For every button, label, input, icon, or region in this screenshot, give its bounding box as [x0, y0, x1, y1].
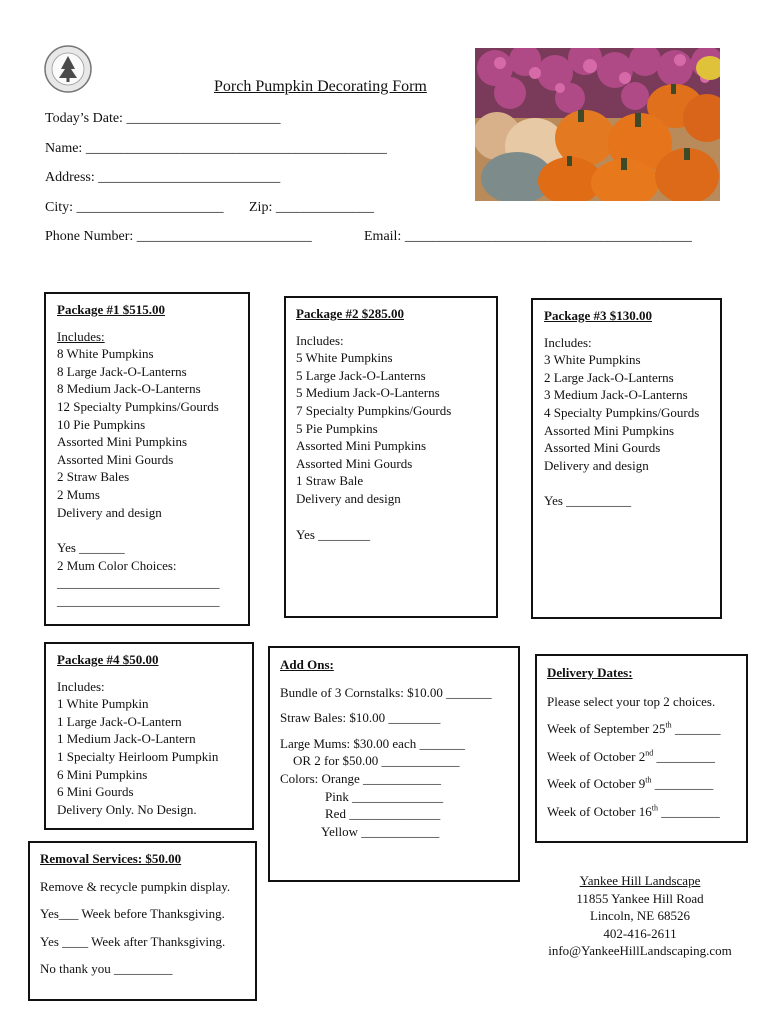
- package-2-title: Package #2 $285.00: [296, 306, 404, 321]
- list-item: 10 Pie Pumpkins: [57, 416, 146, 432]
- color-red-field[interactable]: Red ______________: [325, 806, 441, 822]
- list-item: 1 Medium Jack-O-Lantern: [57, 731, 196, 747]
- list-item: 6 Mini Gourds: [57, 784, 134, 800]
- name-field[interactable]: Name: ___________________________________________: [45, 141, 387, 156]
- list-item: 8 White Pumpkins: [57, 346, 154, 362]
- list-item: 1 Large Jack-O-Lantern: [57, 713, 182, 729]
- mum-color-field-1[interactable]: _________________________: [57, 575, 220, 591]
- mum-color-field-2[interactable]: _________________________: [57, 592, 220, 608]
- list-item: Assorted Mini Gourds: [57, 451, 174, 467]
- page-title: Porch Pumpkin Decorating Form: [214, 78, 427, 95]
- list-item: 5 Pie Pumpkins: [296, 420, 378, 436]
- color-pink-field[interactable]: Pink ______________: [325, 788, 444, 804]
- removal-services-box: [28, 841, 257, 1001]
- address-field[interactable]: Address: __________________________: [45, 170, 281, 185]
- company-name: Yankee Hill Landscape: [579, 873, 701, 888]
- delivery-dates-box: [535, 654, 748, 843]
- delivery-week-option[interactable]: Week of October 9th _________: [547, 776, 714, 792]
- delivery-week-option[interactable]: Week of October 16th _________: [547, 803, 720, 819]
- company-address: 11855 Yankee Hill Road: [576, 890, 704, 906]
- removal-after-thanksgiving-field[interactable]: Yes ____ Week after Thanksgiving.: [40, 933, 226, 949]
- list-item: 6 Mini Pumpkins: [57, 766, 148, 782]
- delivery-week-option[interactable]: Week of October 2nd _________: [547, 748, 715, 764]
- list-item: 2 Mums: [57, 486, 100, 502]
- contact-info: [520, 872, 760, 960]
- delivery-dates-title: Delivery Dates:: [547, 665, 633, 680]
- list-item: 5 Medium Jack-O-Lanterns: [296, 385, 440, 401]
- pumpkin-photo: [475, 48, 720, 201]
- list-item: Delivery and design: [544, 457, 649, 473]
- package-4-title: Package #4 $50.00: [57, 652, 159, 667]
- package-3-includes: Includes:: [544, 334, 592, 350]
- list-item: Assorted Mini Pumpkins: [544, 422, 675, 438]
- list-item: Delivery Only. No Design.: [57, 801, 197, 817]
- list-item: 5 White Pumpkins: [296, 350, 393, 366]
- zip-field[interactable]: Zip: ______________: [249, 200, 374, 215]
- company-email[interactable]: info@YankeeHillLandscaping.com: [548, 943, 732, 959]
- email-field[interactable]: Email: _________________________________________: [364, 229, 692, 244]
- package-1-includes: Includes:: [57, 328, 105, 344]
- package-4-box: [44, 642, 254, 830]
- list-item: 8 Medium Jack-O-Lanterns: [57, 381, 201, 397]
- removal-description: Remove & recycle pumpkin display.: [40, 878, 231, 894]
- straw-bales-field[interactable]: Straw Bales: $10.00 ________: [280, 710, 441, 726]
- package-1-yes-field[interactable]: Yes _______: [57, 540, 125, 556]
- add-ons-box: [268, 646, 520, 882]
- delivery-instructions: Please select your top 2 choices.: [547, 693, 716, 709]
- color-orange-field[interactable]: Colors: Orange ____________: [280, 770, 442, 786]
- list-item: 1 Straw Bale: [296, 473, 364, 489]
- list-item: 3 Medium Jack-O-Lanterns: [544, 387, 688, 403]
- company-city: Lincoln, NE 68526: [589, 908, 690, 924]
- package-3-box: [531, 298, 722, 619]
- pine-tree-icon: [44, 45, 92, 93]
- package-1-box: [44, 292, 250, 626]
- list-item: 2 Large Jack-O-Lanterns: [544, 369, 674, 385]
- color-yellow-field[interactable]: Yellow ____________: [321, 823, 440, 839]
- list-item: 3 White Pumpkins: [544, 352, 641, 368]
- package-4-includes: Includes:: [57, 678, 105, 694]
- list-item: Assorted Mini Gourds: [296, 455, 413, 471]
- list-item: 1 White Pumpkin: [57, 696, 149, 712]
- list-item: 2 Straw Bales: [57, 469, 130, 485]
- removal-no-thanks-field[interactable]: No thank you _________: [40, 961, 173, 977]
- large-mums-field[interactable]: Large Mums: $30.00 each _______: [280, 735, 465, 751]
- package-3-yes-field[interactable]: Yes __________: [544, 493, 632, 509]
- phone-field[interactable]: Phone Number: _________________________: [45, 229, 312, 244]
- list-item: Delivery and design: [296, 490, 401, 506]
- list-item: 1 Specialty Heirloom Pumpkin: [57, 748, 219, 764]
- list-item: Assorted Mini Pumpkins: [296, 438, 427, 454]
- list-item: 4 Specialty Pumpkins/Gourds: [544, 404, 700, 420]
- package-2-box: [284, 296, 498, 618]
- list-item: Assorted Mini Gourds: [544, 440, 661, 456]
- list-item: 12 Specialty Pumpkins/Gourds: [57, 398, 219, 414]
- package-1-title: Package #1 $515.00: [57, 302, 165, 317]
- list-item: 8 Large Jack-O-Lanterns: [57, 363, 187, 379]
- delivery-week-option[interactable]: Week of September 25th _______: [547, 720, 721, 737]
- removal-before-thanksgiving-field[interactable]: Yes___ Week before Thanksgiving.: [40, 906, 225, 922]
- package-3-title: Package #3 $130.00: [544, 308, 652, 323]
- add-ons-title: Add Ons:: [280, 657, 334, 672]
- company-logo: [44, 45, 92, 93]
- mum-color-label: 2 Mum Color Choices:: [57, 557, 177, 573]
- company-phone: 402-416-2611: [603, 925, 677, 941]
- list-item: Assorted Mini Pumpkins: [57, 434, 188, 450]
- list-item: Delivery and design: [57, 504, 162, 520]
- removal-services-title: Removal Services: $50.00: [40, 851, 182, 866]
- package-2-yes-field[interactable]: Yes ________: [296, 526, 371, 542]
- city-field[interactable]: City: _____________________: [45, 200, 224, 215]
- todays-date-field[interactable]: Today’s Date: ______________________: [45, 111, 281, 126]
- package-2-includes: Includes:: [296, 332, 344, 348]
- list-item: 5 Large Jack-O-Lanterns: [296, 367, 426, 383]
- mums-bundle-field[interactable]: OR 2 for $50.00 ____________: [293, 753, 460, 769]
- cornstalks-field[interactable]: Bundle of 3 Cornstalks: $10.00 _______: [280, 684, 492, 700]
- list-item: 7 Specialty Pumpkins/Gourds: [296, 402, 452, 418]
